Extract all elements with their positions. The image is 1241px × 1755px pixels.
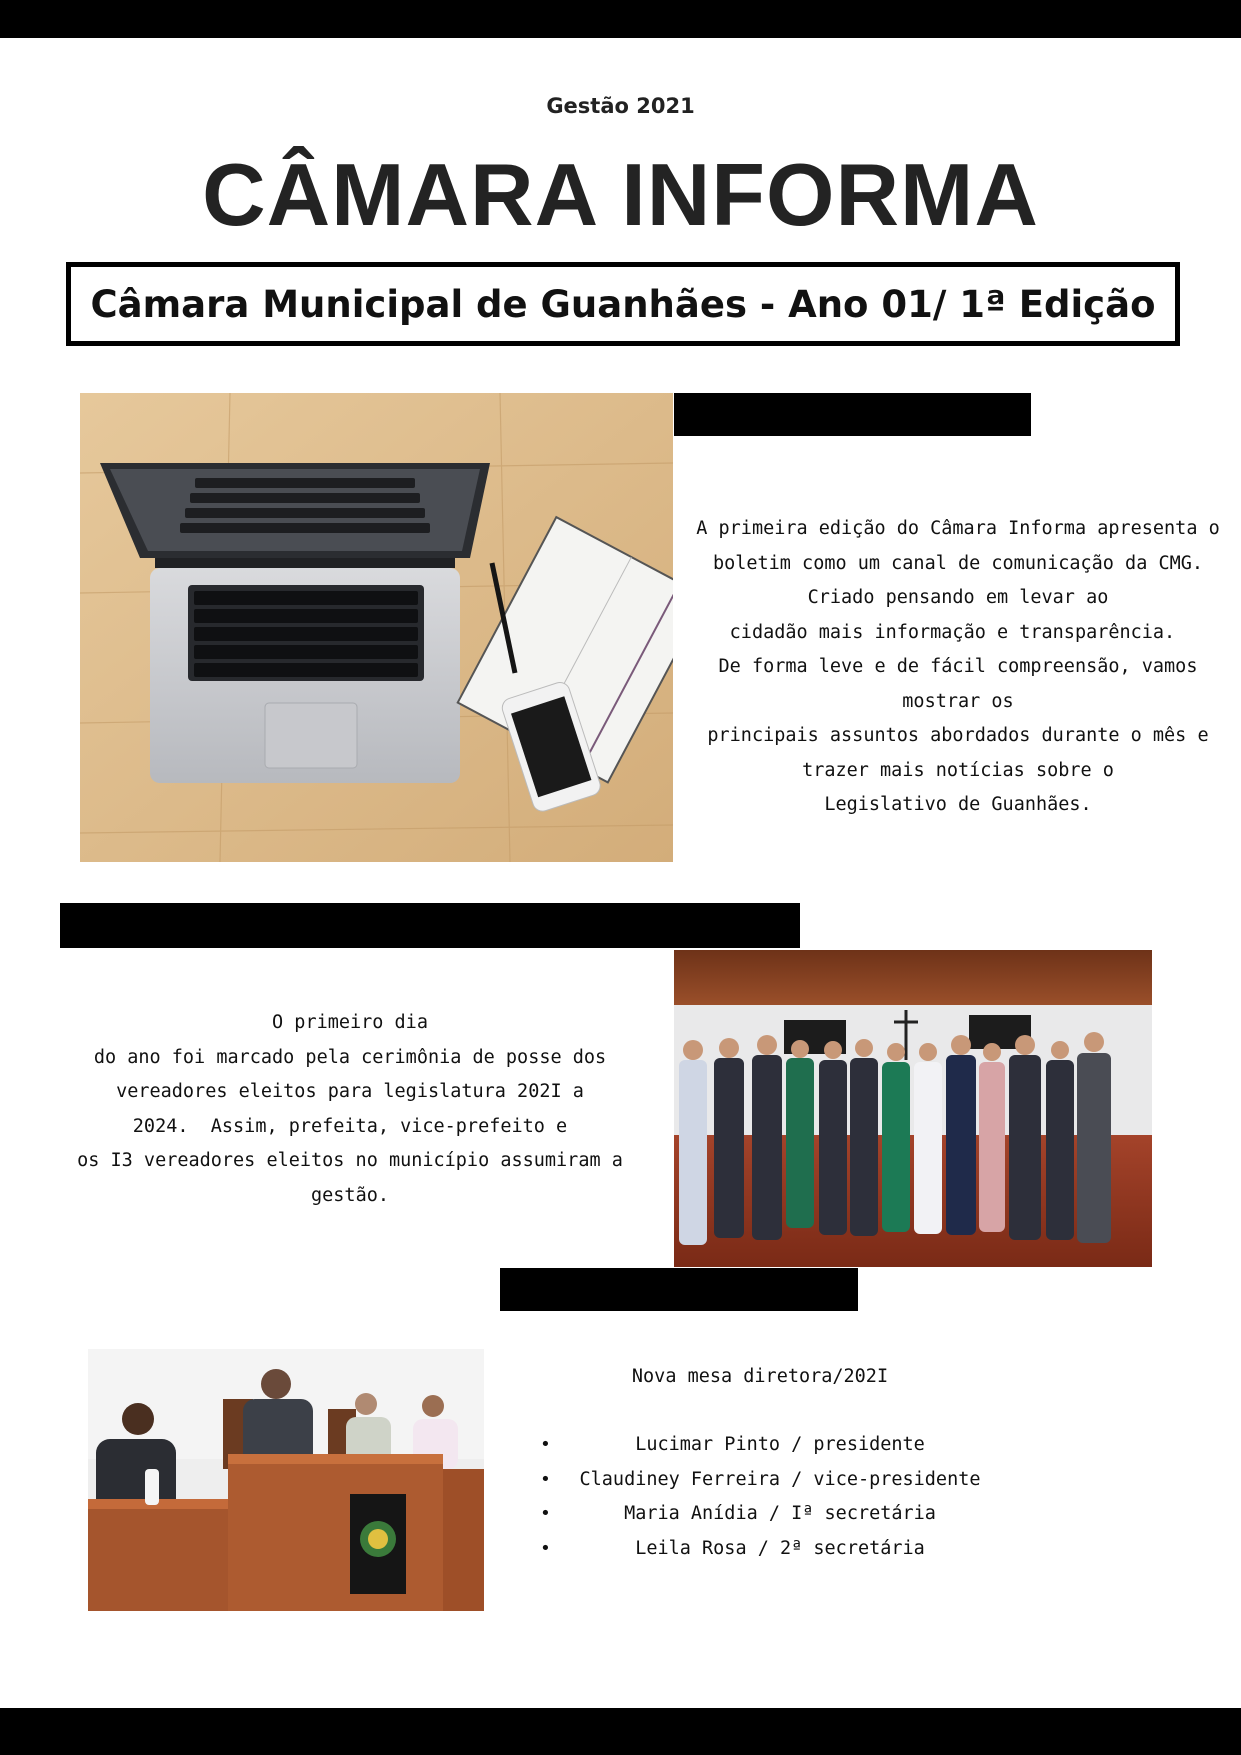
mesa-diretora-photo (88, 1349, 484, 1611)
edition-text: Câmara Municipal de Guanhães - Ano 01/ 1ª Edição (90, 282, 1156, 326)
redacted-heading-2 (60, 903, 800, 948)
posse-paragraph (70, 1006, 630, 1213)
intro-line: Criado pensando em levar ao (807, 587, 1109, 608)
redacted-heading-1 (674, 393, 1031, 436)
top-black-bar (0, 0, 1241, 38)
intro-line: mostrar os (902, 690, 1014, 712)
redacted-heading-3 (500, 1268, 858, 1311)
bullet-icon: • (540, 1468, 551, 1490)
posse-line: vereadores eleitos para legislatura 202I a (116, 1081, 584, 1102)
posse-line: do ano foi marcado pela cerimônia de posse dos (93, 1046, 607, 1068)
mesa-members-list (540, 1428, 1020, 1566)
list-item (540, 1532, 1020, 1567)
posse-line: gestão. (311, 1184, 389, 1206)
member-name: Lucimar Pinto / presidente (635, 1434, 925, 1455)
bullet-icon: • (540, 1434, 551, 1455)
posse-line: os I3 vereadores eleitos no município assumiram a (77, 1150, 623, 1171)
page-title: CÂMARA INFORMA (202, 145, 1039, 244)
laptop-photo (80, 393, 673, 862)
intro-line: Legislativo de Guanhães. (824, 794, 1092, 815)
member-name: Claudiney Ferreira / vice-presidente (579, 1468, 981, 1490)
intro-line: trazer mais notícias sobre o (802, 759, 1114, 781)
kicker-gestao: Gestão 2021 (546, 94, 695, 118)
mesa-title: Nova mesa diretora/202I (631, 1366, 889, 1387)
ceremony-group-photo (674, 950, 1152, 1267)
intro-line: cidadão mais informação e transparência. (729, 621, 1187, 643)
bullet-icon: • (540, 1537, 551, 1559)
member-name: Maria Anídia / Iª secretária (624, 1503, 936, 1524)
edition-banner (66, 262, 1180, 346)
intro-line: A primeira edição do Câmara Informa apresenta o (696, 518, 1220, 539)
bullet-icon: • (540, 1503, 551, 1524)
bottom-black-bar (0, 1708, 1241, 1755)
posse-line: O primeiro dia (272, 1012, 428, 1033)
posse-line: 2024. Assim, prefeita, vice-prefeito e (132, 1115, 568, 1137)
intro-paragraph (690, 512, 1226, 823)
list-item (540, 1463, 1020, 1498)
list-item (540, 1428, 1020, 1463)
intro-line: principais assuntos abordados durante o mês e (707, 725, 1209, 746)
intro-line: De forma leve e de fácil compreensão, vamos (718, 656, 1198, 677)
list-item (540, 1497, 1020, 1532)
intro-line: boletim como um canal de comunicação da CMG. (712, 552, 1204, 574)
member-name: Leila Rosa / 2ª secretária (635, 1537, 925, 1559)
